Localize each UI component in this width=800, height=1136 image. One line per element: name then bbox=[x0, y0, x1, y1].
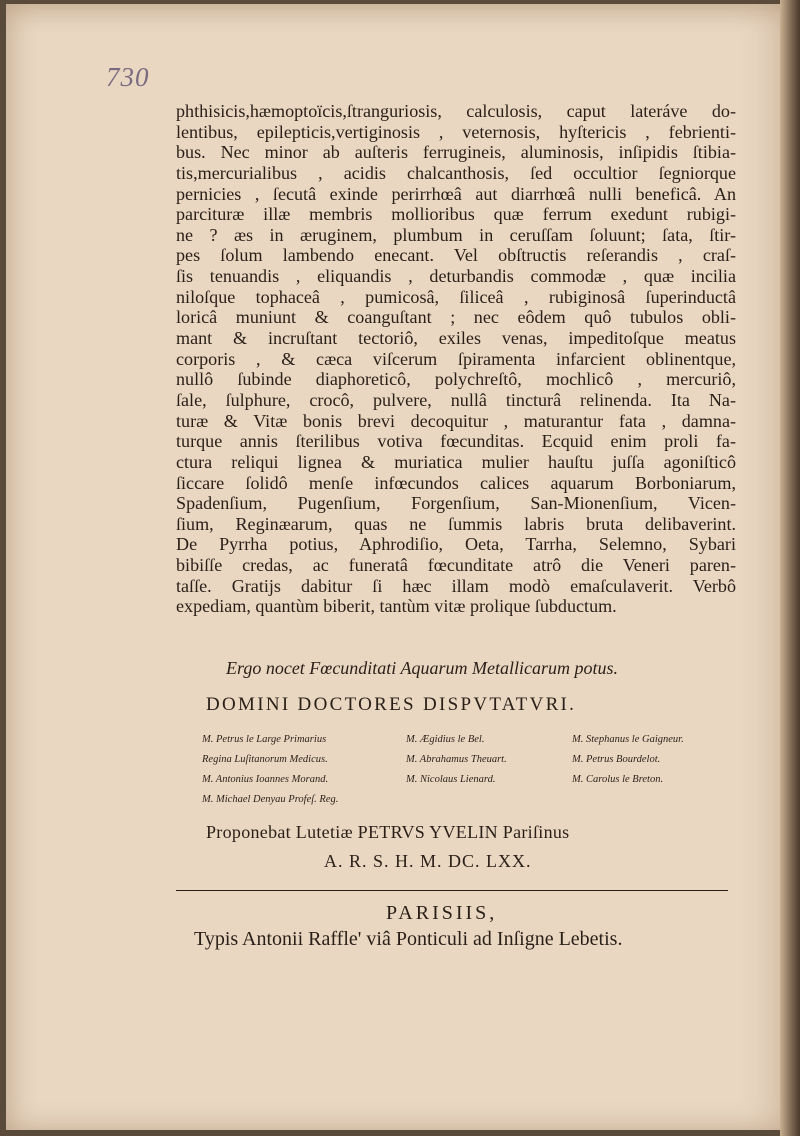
body-line: ſium, Reginæarum, quas ne ſummis labris bruta delibaverint. bbox=[176, 513, 736, 534]
date-line: A. R. S. H. M. DC. LXX. bbox=[324, 851, 532, 871]
body-line: bus. Nec minor ab auſteris ferrugineis, aluminosis, inſipidis ſtibia- bbox=[176, 142, 736, 163]
document-page bbox=[6, 4, 788, 1130]
doctor-name: M. Abrahamus Theuart. bbox=[406, 754, 507, 765]
doctor-name: M. Nicolaus Lienard. bbox=[406, 774, 496, 785]
doctors-heading: DOMINI DOCTORES DISPVTATVRI. bbox=[206, 694, 577, 715]
book-spine bbox=[780, 0, 800, 1136]
body-line: parcituræ illæ membris mollioribus quæ ferrum exedunt rubigi- bbox=[176, 204, 736, 225]
body-line: phthisicis,hæmoptoïcis,ſtranguriosis, calculosis, caput lateráve do- bbox=[176, 101, 736, 121]
body-line: ſiccare ſolidô menſe infœcundos calices aquarum Borboniarum, bbox=[176, 472, 736, 493]
body-line: niloſque tophaceâ , pumicosâ, ſiliceâ , rubiginosâ ſuperinductâ bbox=[176, 286, 736, 307]
conclusion-line: Ergo nocet Fœcunditati Aquarum Metallicarum potus. bbox=[226, 658, 618, 678]
doctors-row bbox=[202, 754, 742, 774]
body-line: ſis tenuandis , eliquandis , deturbandis commodæ , quæ incilia bbox=[176, 266, 736, 287]
body-line: nullô ſubinde diaphoreticô, polychreſtô, mochlicô , mercuriô, bbox=[176, 369, 736, 390]
body-line: De Pyrrha potius, Aphrodiſio, Oeta, Tarrha, Selemno, Sybari bbox=[176, 534, 736, 555]
doctor-name bbox=[406, 794, 572, 814]
body-line: Spadenſium, Pugenſium, Forgenſium, San-Mionenſium, Vicen- bbox=[176, 493, 736, 514]
imprint-printer: Typis Antonii Raffle' viâ Ponticuli ad Inſigne Lebetis. bbox=[194, 928, 623, 950]
body-line: loricâ muniunt & coanguſtant ; nec eôdem quô tubulos obli- bbox=[176, 307, 736, 328]
proponent-line: Proponebat Lutetiæ PETRVS YVELIN Pariſinus bbox=[206, 822, 570, 842]
body-line: bibiſſe credas, ac funeratâ fœcunditate atrô die Veneri paren- bbox=[176, 555, 736, 576]
doctor-name: M. Carolus le Breton. bbox=[572, 774, 664, 785]
doctor-name bbox=[572, 794, 742, 814]
doctor-name: Regina Luſitanorum Medicus. bbox=[202, 754, 328, 765]
doctor-name: M. Michael Denyau Profeſ. Reg. bbox=[202, 794, 339, 805]
body-line: turque annis ſterilibus votiva fœcunditas. Ecquid enim proli fa- bbox=[176, 431, 736, 452]
doctor-name: M. Petrus le Large Primarius bbox=[202, 734, 327, 745]
divider-rule bbox=[176, 890, 728, 891]
body-line: taſſe. Gratijs dabitur ſi hæc illam modò emaſculaverit. Verbô bbox=[176, 575, 736, 596]
body-line: mant & incruſtant tectoriô, exiles venas, impeditoſque meatus bbox=[176, 328, 736, 349]
body-line: expediam, quantùm biberit, tantùm vitæ prolique ſubductum. bbox=[176, 596, 617, 617]
doctors-row bbox=[202, 774, 742, 794]
body-line: ſale, ſulphure, crocô, pulvere, nullâ tincturâ relinenda. Ita Na- bbox=[176, 389, 736, 410]
imprint-place: PARISIIS, bbox=[386, 902, 498, 924]
body-text bbox=[176, 101, 736, 617]
body-line: corporis , & cæca viſcerum ſpiramenta infarcient oblinentque, bbox=[176, 348, 736, 369]
doctor-name: M. Petrus Bourdelot. bbox=[572, 754, 661, 765]
doctor-name: M. Ægidius le Bel. bbox=[406, 734, 485, 745]
body-line: pes ſolum lambendo enecant. Vel obſtructis reſerandis , craſ- bbox=[176, 245, 736, 266]
doctor-name: M. Stephanus le Gaigneur. bbox=[572, 734, 684, 745]
page-number: 730 bbox=[106, 62, 150, 92]
doctor-name: M. Antonius Ioannes Morand. bbox=[202, 774, 329, 785]
doctors-row bbox=[202, 794, 742, 814]
body-line: lentibus, epilepticis,vertiginosis , veternosis, hyſtericis , febrienti- bbox=[176, 121, 736, 142]
body-line: tis,mercurialibus , acidis chalcanthosis, ſed occultior ſegniorque bbox=[176, 162, 736, 183]
body-line: ne ? æs in æruginem, plumbum in ceruſſam ſoluunt; ſata, ſtir- bbox=[176, 224, 736, 245]
body-line: turæ & Vitæ bonis brevi decoquitur , maturantur fata , damna- bbox=[176, 410, 736, 431]
body-line: pernicies , ſecutâ exinde perirrhœâ aut diarrhœâ nulli beneficâ. An bbox=[176, 183, 736, 204]
body-line: ctura reliqui lignea & muriatica mulier hauſtu juſſa agoniſticô bbox=[176, 451, 736, 472]
doctors-row bbox=[202, 734, 742, 754]
doctors-list bbox=[202, 734, 742, 814]
